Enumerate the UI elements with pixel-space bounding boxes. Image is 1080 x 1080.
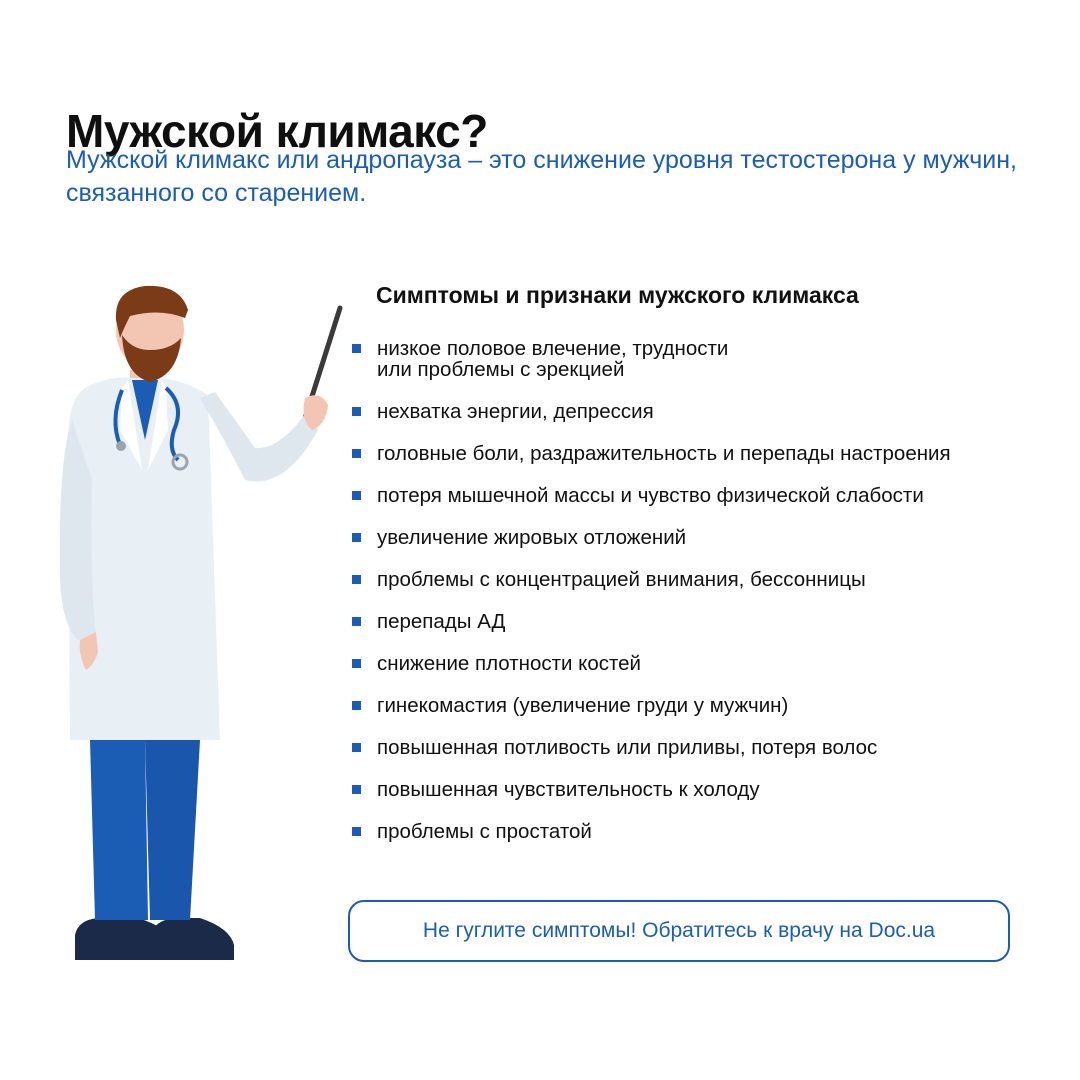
page-subtitle: Мужской климакс или андропауза – это снижение уровня тестостерона у мужчин, связанного со старением.: [66, 146, 1017, 207]
symptom-text: повышенная потливость или приливы, потеря волос: [377, 736, 878, 759]
symptom-list: [350, 338, 1040, 863]
square-bullet-icon: [352, 449, 361, 458]
square-bullet-icon: [352, 533, 361, 542]
square-bullet-icon: [352, 743, 361, 752]
symptom-text: низкое половое влечение, трудности или проблемы с эрекцией: [377, 337, 729, 381]
symptom-text: потеря мышечной массы и чувство физической слабости: [377, 484, 924, 507]
symptom-text: перепады АД: [377, 610, 506, 633]
list-item: [350, 401, 1040, 422]
square-bullet-icon: [352, 491, 361, 500]
square-bullet-icon: [352, 785, 361, 794]
list-item: [350, 338, 1040, 380]
list-item: [350, 779, 1040, 800]
square-bullet-icon: [352, 617, 361, 626]
list-item: [350, 527, 1040, 548]
list-item: [350, 611, 1040, 632]
doctor-with-pointer-illustration: [50, 280, 350, 970]
symptom-text: снижение плотности костей: [377, 652, 642, 675]
list-item: [350, 443, 1040, 464]
symptom-text: увеличение жировых отложений: [377, 526, 687, 549]
list-item: [350, 653, 1040, 674]
square-bullet-icon: [352, 344, 361, 353]
square-bullet-icon: [352, 575, 361, 584]
symptoms-heading: Симптомы и признаки мужского климакса: [376, 282, 859, 308]
square-bullet-icon: [352, 659, 361, 668]
symptom-text: проблемы с простатой: [377, 820, 592, 843]
cta-doctor-button[interactable]: Не гуглите симптомы! Обратитесь к врачу на Doc.ua: [348, 900, 1010, 962]
page-title: Мужской климакс?: [66, 104, 488, 157]
square-bullet-icon: [352, 701, 361, 710]
list-item: [350, 569, 1040, 590]
list-item: [350, 821, 1040, 842]
symptom-text: проблемы с концентрацией внимания, бессонницы: [377, 568, 866, 591]
list-item: [350, 695, 1040, 716]
symptom-text: повышенная чувствительность к холоду: [377, 778, 760, 801]
square-bullet-icon: [352, 827, 361, 836]
list-item: [350, 737, 1040, 758]
symptom-text: гинекомастия (увеличение груди у мужчин): [377, 694, 789, 717]
symptom-text: головные боли, раздражительность и перепады настроения: [377, 442, 951, 465]
square-bullet-icon: [352, 407, 361, 416]
symptom-text: нехватка энергии, депрессия: [377, 400, 654, 423]
list-item: [350, 485, 1040, 506]
